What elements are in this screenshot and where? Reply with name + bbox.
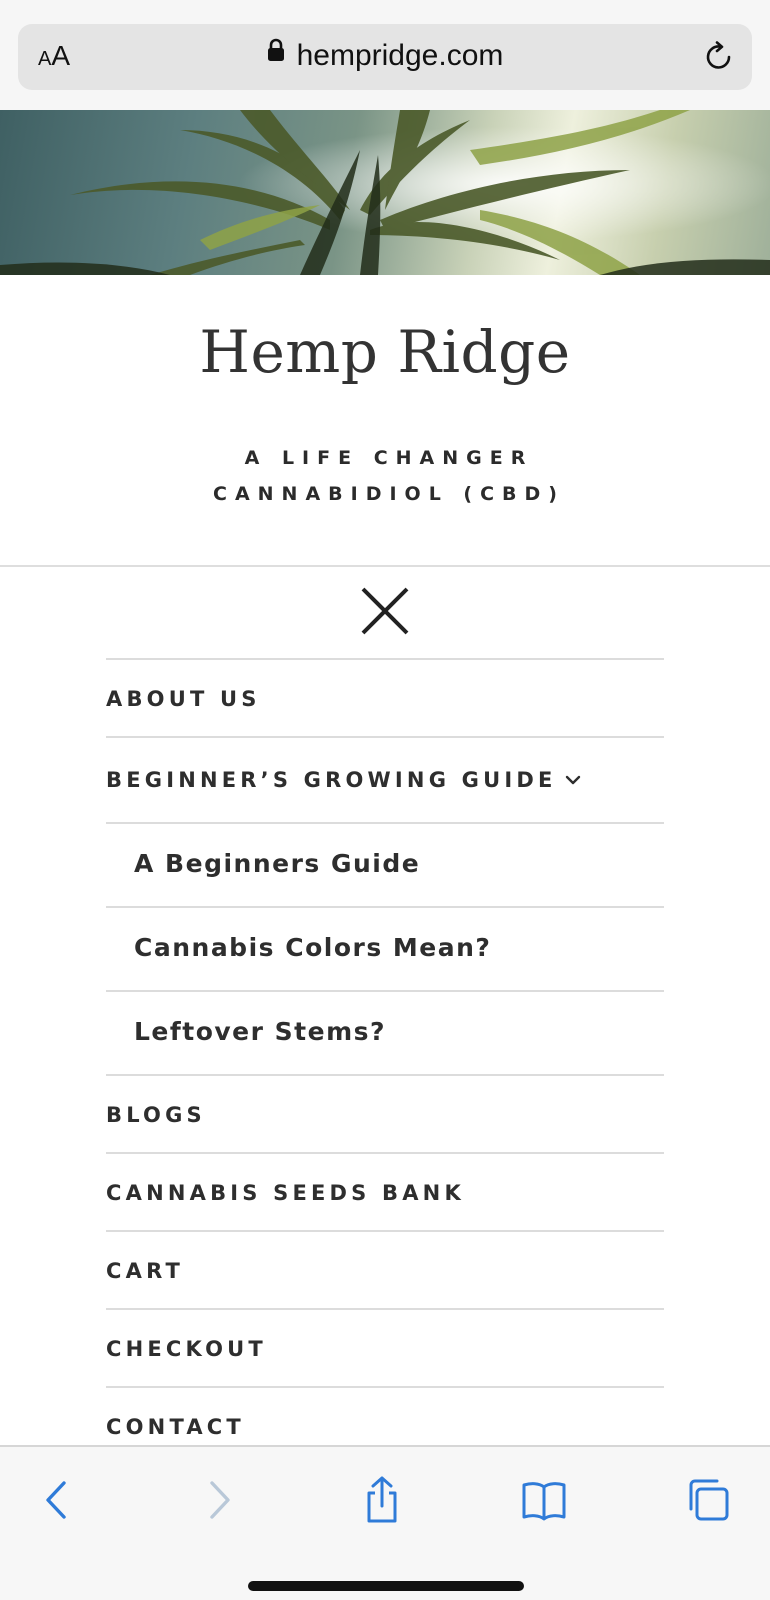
menu-item-label: CHECKOUT [106, 1337, 267, 1361]
close-icon [360, 586, 410, 636]
header-divider [0, 565, 770, 567]
address-bar[interactable] [18, 24, 752, 90]
menu-item-label: BEGINNER’S GROWING GUIDE [106, 768, 557, 792]
menu-item-label: BLOGS [106, 1103, 206, 1127]
url-display[interactable] [18, 38, 752, 73]
browser-top-bar [0, 0, 770, 110]
menu-item-cannabis-seeds-bank[interactable] [106, 1152, 664, 1230]
url-text: hempridge.com [296, 39, 504, 73]
bookmarks-icon[interactable] [519, 1475, 569, 1525]
menu-item-blogs[interactable] [106, 1074, 664, 1152]
menu-item-about-us[interactable] [106, 658, 664, 736]
submenu-item-label: Cannabis Colors Mean? [134, 933, 492, 962]
menu-item-label: CART [106, 1259, 185, 1283]
share-icon[interactable] [357, 1475, 407, 1525]
home-indicator [248, 1581, 524, 1591]
main-menu [106, 658, 664, 1464]
submenu-item-label: Leftover Stems? [134, 1017, 387, 1046]
menu-item-label: ABOUT US [106, 687, 261, 711]
reload-icon[interactable] [702, 40, 736, 74]
text-size-label-small: A [38, 48, 52, 70]
browser-bottom-toolbar [0, 1445, 770, 1600]
lock-icon [267, 36, 285, 70]
tagline-line-2: CANNABIDIOL (CBD) [213, 483, 565, 505]
menu-item-beginners-growing-guide[interactable] [106, 736, 664, 822]
text-size-label-big: A [51, 40, 71, 71]
submenu-item-leftover-stems[interactable] [106, 990, 664, 1074]
menu-item-checkout[interactable] [106, 1308, 664, 1386]
tabs-icon[interactable] [683, 1475, 733, 1525]
menu-item-label: CONTACT [106, 1415, 245, 1439]
forward-icon[interactable] [194, 1475, 244, 1525]
menu-item-label: CANNABIS SEEDS BANK [106, 1181, 465, 1205]
menu-item-label-wrap [106, 768, 581, 793]
back-icon[interactable] [32, 1475, 82, 1525]
close-menu-button[interactable] [360, 586, 410, 636]
chevron-down-icon[interactable] [565, 766, 581, 790]
tagline-line-1: A LIFE CHANGER [244, 447, 534, 469]
menu-item-cart[interactable] [106, 1230, 664, 1308]
site-tagline [0, 440, 770, 512]
submenu-item-a-beginners-guide[interactable] [106, 822, 664, 906]
hero-image [0, 110, 770, 275]
submenu-item-cannabis-colors-mean[interactable] [106, 906, 664, 990]
submenu-item-label: A Beginners Guide [134, 849, 421, 878]
site-title[interactable]: Hemp Ridge [199, 318, 571, 386]
